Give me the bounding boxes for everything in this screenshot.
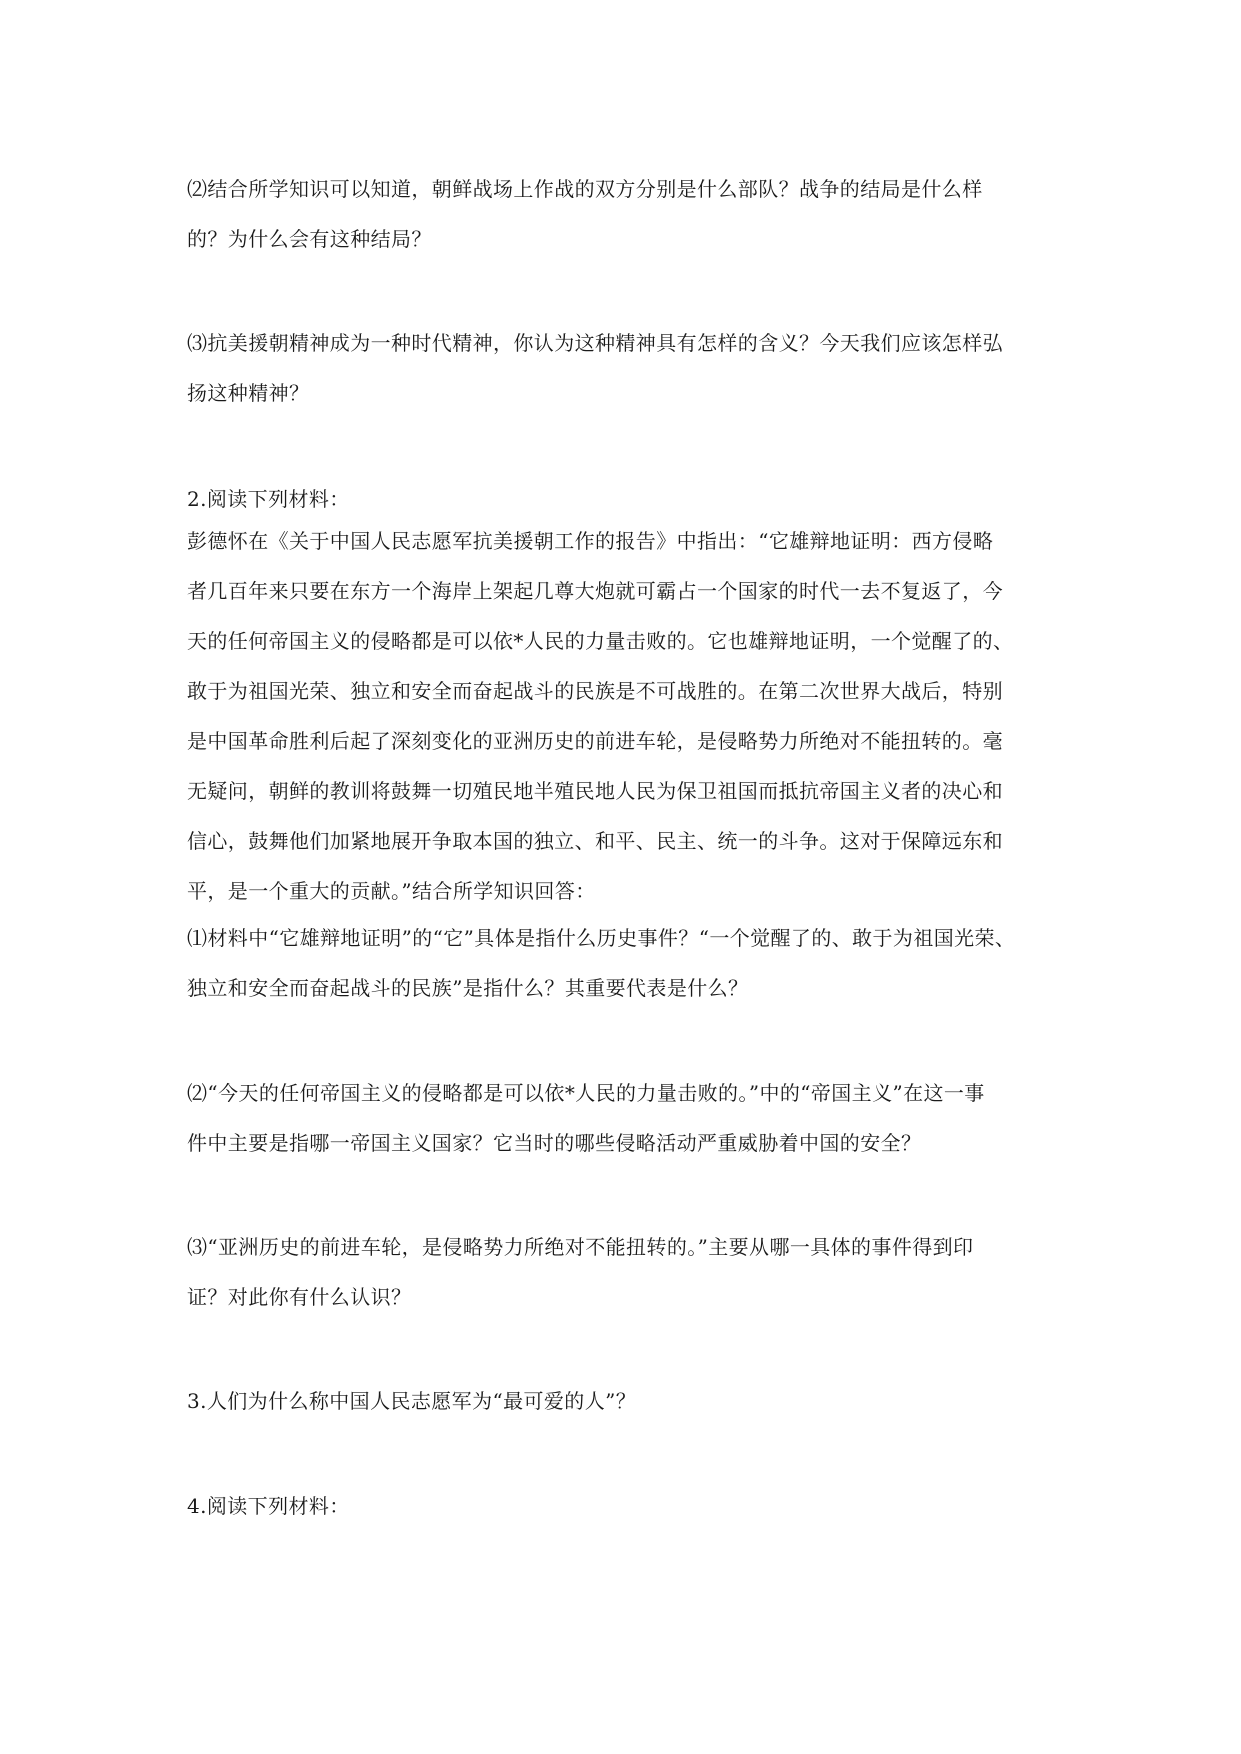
q2-material-line-8: 平，是一个重大的贡献。”结合所学知识回答： [187, 879, 596, 903]
q1-part2-line-1: ⑵结合所学知识可以知道，朝鲜战场上作战的双方分别是什么部队？战争的结局是什么样 [187, 177, 983, 201]
q2-material-line-7: 信心，鼓舞他们加紧地展开争取本国的独立、和平、民主、统一的斗争。这对于保障远东和 [187, 829, 1003, 853]
q2-material-line-4: 敢于为祖国光荣、独立和安全而奋起战斗的民族是不可战胜的。在第二次世界大战后，特别 [187, 679, 1003, 703]
q1-part2-line-2: 的？为什么会有这种结局？ [187, 227, 432, 251]
q2-part1-line-1: ⑴材料中“它雄辩地证明”的“它”具体是指什么历史事件？“一个觉醒了的、敢于为祖国光荣、 [187, 926, 1016, 950]
q2-part3-line-2: 证？对此你有什么认识？ [187, 1285, 412, 1309]
q2-part3-line-1: ⑶“亚洲历史的前进车轮，是侵略势力所绝对不能扭转的。”主要从哪一具体的事件得到印 [187, 1235, 974, 1259]
q1-part3-line-2: 扬这种精神？ [187, 381, 310, 405]
q3-question: 3.人们为什么称中国人民志愿军为“最可爱的人”？ [187, 1389, 637, 1413]
q2-part1-line-2: 独立和安全而奋起战斗的民族”是指什么？其重要代表是什么？ [187, 976, 749, 1000]
q2-part2-line-1: ⑵“今天的任何帝国主义的侵略都是可以依*人民的力量击败的。”中的“帝国主义”在这一事 [187, 1081, 985, 1105]
q2-material-line-6: 无疑问，朝鲜的教训将鼓舞一切殖民地半殖民地人民为保卫祖国而抵抗帝国主义者的决心和 [187, 779, 1003, 803]
q2-material-line-1: 彭德怀在《关于中国人民志愿军抗美援朝工作的报告》中指出：“它雄辩地证明：西方侵略 [187, 529, 994, 553]
q2-part2-line-2: 件中主要是指哪一帝国主义国家？它当时的哪些侵略活动严重威胁着中国的安全？ [187, 1131, 922, 1155]
q4-heading: 4.阅读下列材料： [187, 1494, 350, 1518]
q2-material-line-5: 是中国革命胜利后起了深刻变化的亚洲历史的前进车轮，是侵略势力所绝对不能扭转的。毫 [187, 729, 1003, 753]
q2-material-line-3: 天的任何帝国主义的侵略都是可以依*人民的力量击败的。它也雄辩地证明，一个觉醒了的、 [187, 629, 1014, 653]
q2-heading: 2.阅读下列材料： [187, 487, 350, 511]
q1-part3-line-1: ⑶抗美援朝精神成为一种时代精神，你认为这种精神具有怎样的含义？今天我们应该怎样弘 [187, 331, 1003, 355]
q2-material-line-2: 者几百年来只要在东方一个海岸上架起几尊大炮就可霸占一个国家的时代一去不复返了，今 [187, 579, 1003, 603]
